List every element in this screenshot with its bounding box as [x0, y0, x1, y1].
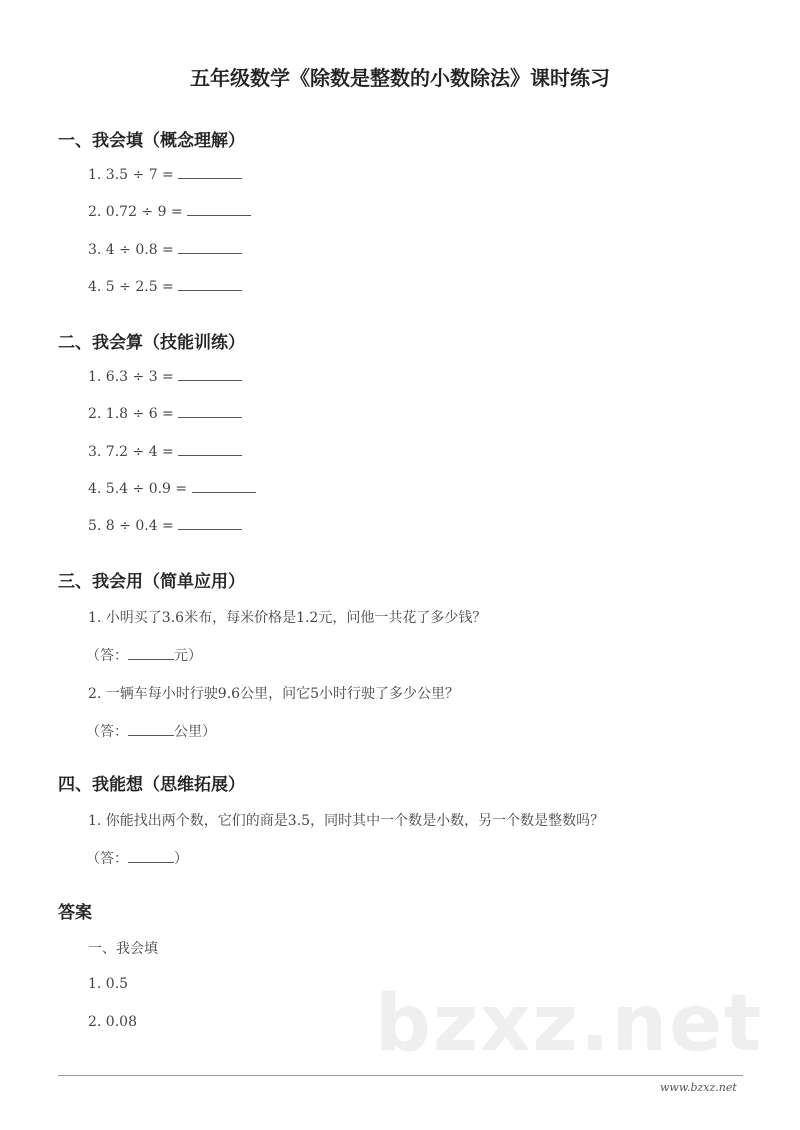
exercise-item: 1. 3.5 ÷ 7 = [88, 166, 242, 183]
answer-line: （答： ） [86, 851, 188, 867]
answer-blank[interactable] [178, 166, 242, 179]
footer-url: www.bzxz.net [660, 1081, 737, 1094]
answer-blank[interactable] [178, 368, 242, 381]
answers-heading: 答案 [58, 903, 92, 923]
exercise-item: 3. 4 ÷ 0.8 = [88, 241, 242, 258]
answer-blank[interactable] [178, 517, 242, 530]
section-heading-fill: 一、我会填（概念理解） [58, 131, 245, 151]
exercise-item: 4. 5 ÷ 2.5 = [88, 278, 242, 295]
answer-blank[interactable] [128, 850, 174, 863]
exercise-item: 4. 5.4 ÷ 0.9 = [88, 480, 256, 497]
exercise-item: 5. 8 ÷ 0.4 = [88, 517, 242, 534]
answer-blank[interactable] [192, 480, 256, 493]
answer-blank[interactable] [178, 443, 242, 456]
exercise-item: 2. 0.72 ÷ 9 = [88, 203, 251, 220]
answer-line: （答： 公里） [86, 724, 216, 740]
section-heading-calc: 二、我会算（技能训练） [58, 333, 245, 353]
word-problem: 1. 小明买了3.6米布，每米价格是1.2元，问他一共花了多少钱？ [88, 610, 487, 626]
exercise-item: 3. 7.2 ÷ 4 = [88, 443, 242, 460]
answer-line: （答： 元） [86, 648, 202, 664]
section-heading-think: 四、我能想（思维拓展） [58, 775, 245, 795]
answer-blank[interactable] [128, 647, 174, 660]
answer-item: 1. 0.5 [88, 976, 129, 992]
word-problem: 1. 你能找出两个数，它们的商是3.5，同时其中一个数是小数，另一个数是整数吗？ [88, 813, 605, 829]
answer-item: 2. 0.08 [88, 1014, 137, 1030]
answer-blank[interactable] [178, 405, 242, 418]
word-problem: 2. 一辆车每小时行驶9.6公里，问它5小时行驶了多少公里？ [88, 686, 459, 702]
page-title: 五年级数学《除数是整数的小数除法》课时练习 [190, 66, 610, 90]
answer-blank[interactable] [178, 241, 242, 254]
exercise-item: 1. 6.3 ÷ 3 = [88, 368, 242, 385]
section-heading-apply: 三、我会用（简单应用） [58, 572, 245, 592]
footer-divider [58, 1075, 743, 1076]
exercise-item: 2. 1.8 ÷ 6 = [88, 405, 242, 422]
answers-subheading: 一、我会填 [88, 941, 158, 957]
answer-blank[interactable] [128, 723, 174, 736]
answer-blank[interactable] [187, 203, 251, 216]
answer-blank[interactable] [178, 278, 242, 291]
watermark: bzxz.net [375, 979, 764, 1069]
